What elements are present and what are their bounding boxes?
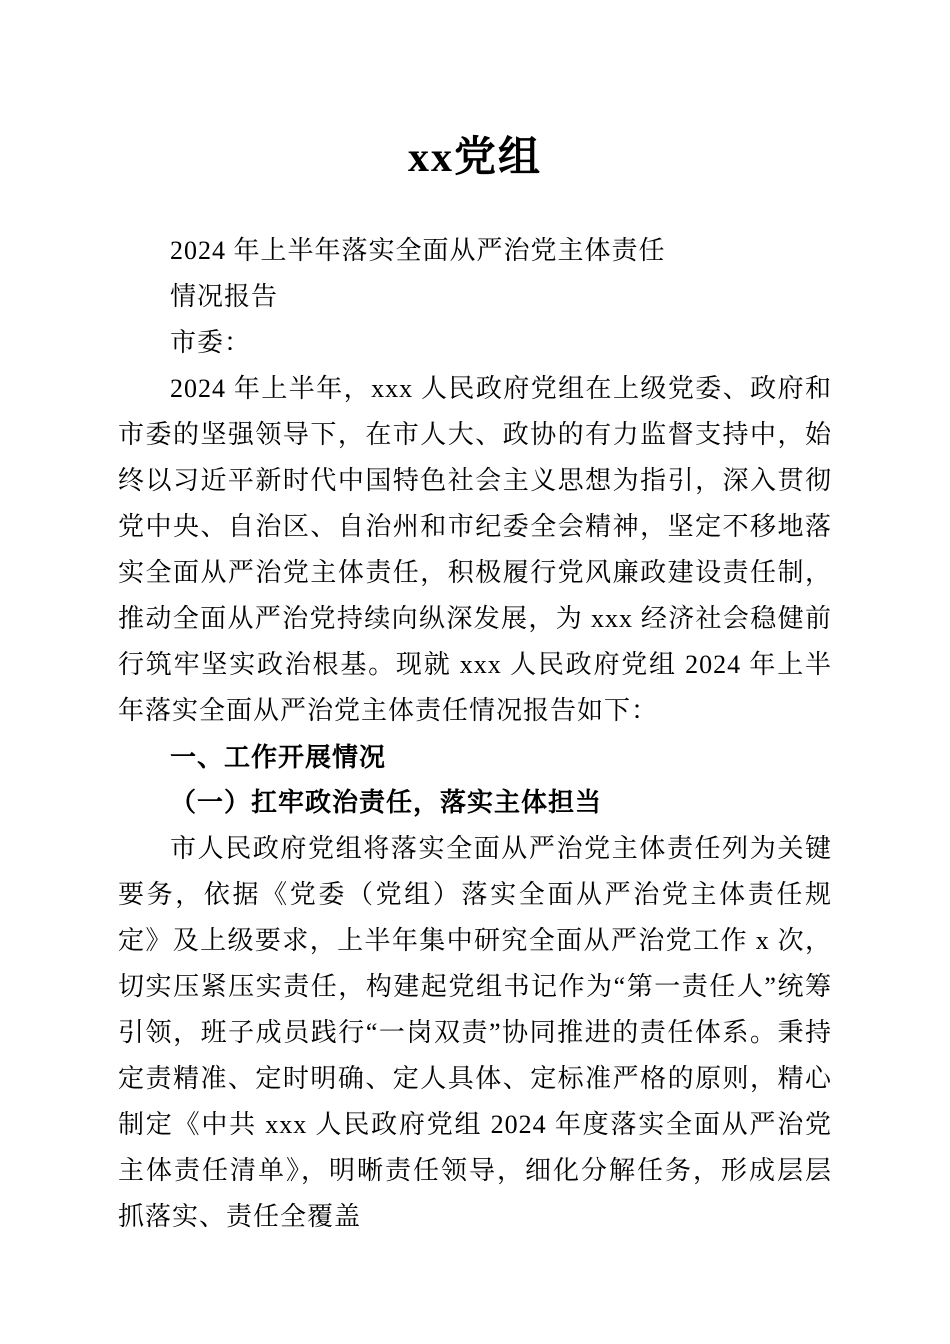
report-title-line-1: 2024 年上半年落实全面从严治党主体责任 bbox=[170, 236, 666, 265]
salutation: 市委： bbox=[170, 328, 252, 357]
section-1-1-heading: （一）扛牢政治责任，落实主体担当 bbox=[170, 788, 603, 817]
section-1-1-paragraph: 市人民政府党组将落实全面从严治党主体责任列为关键要务，依据《党委（党组）落实全面从严治党主体责任规定》及上级要求，上半年集中研究全面从严治党工作 x 次，切实压紧压实责任，构建起党组书记作为“第一责任人”统筹引领，班子成员践行“一岗双责”协同推进的责任体系。秉持定责精准、定时明确、定人具体、定标准严格的原则，精心制定《中共 xxx 人民政府党组 2024 年度落实全面从严治党主体责任清单》，明晰责任领导，细化分解任务，形成层层抓落实、责任全覆盖 bbox=[118, 834, 832, 1231]
report-title-line-2: 情况报告 bbox=[170, 282, 279, 311]
intro-paragraph: 2024 年上半年，xxx 人民政府党组在上级党委、政府和市委的坚强领导下，在市人大、政协的有力监督支持中，始终以习近平新时代中国特色社会主义思想为指引，深入贯彻党中央、自治区、自治州和市纪委全会精神，坚定不移地落实全面从严治党主体责任，积极履行党风廉政建设责任制，推动全面从严治党持续向纵深发展，为 xxx 经济社会稳健前行筑牢坚实政治根基。现就 xxx 人民政府党组 2024 年上半年落实全面从严治党主体责任情况报告如下： bbox=[118, 374, 832, 725]
section-1-heading: 一、工作开展情况 bbox=[170, 742, 387, 772]
document-title: xx党组 bbox=[407, 135, 542, 181]
